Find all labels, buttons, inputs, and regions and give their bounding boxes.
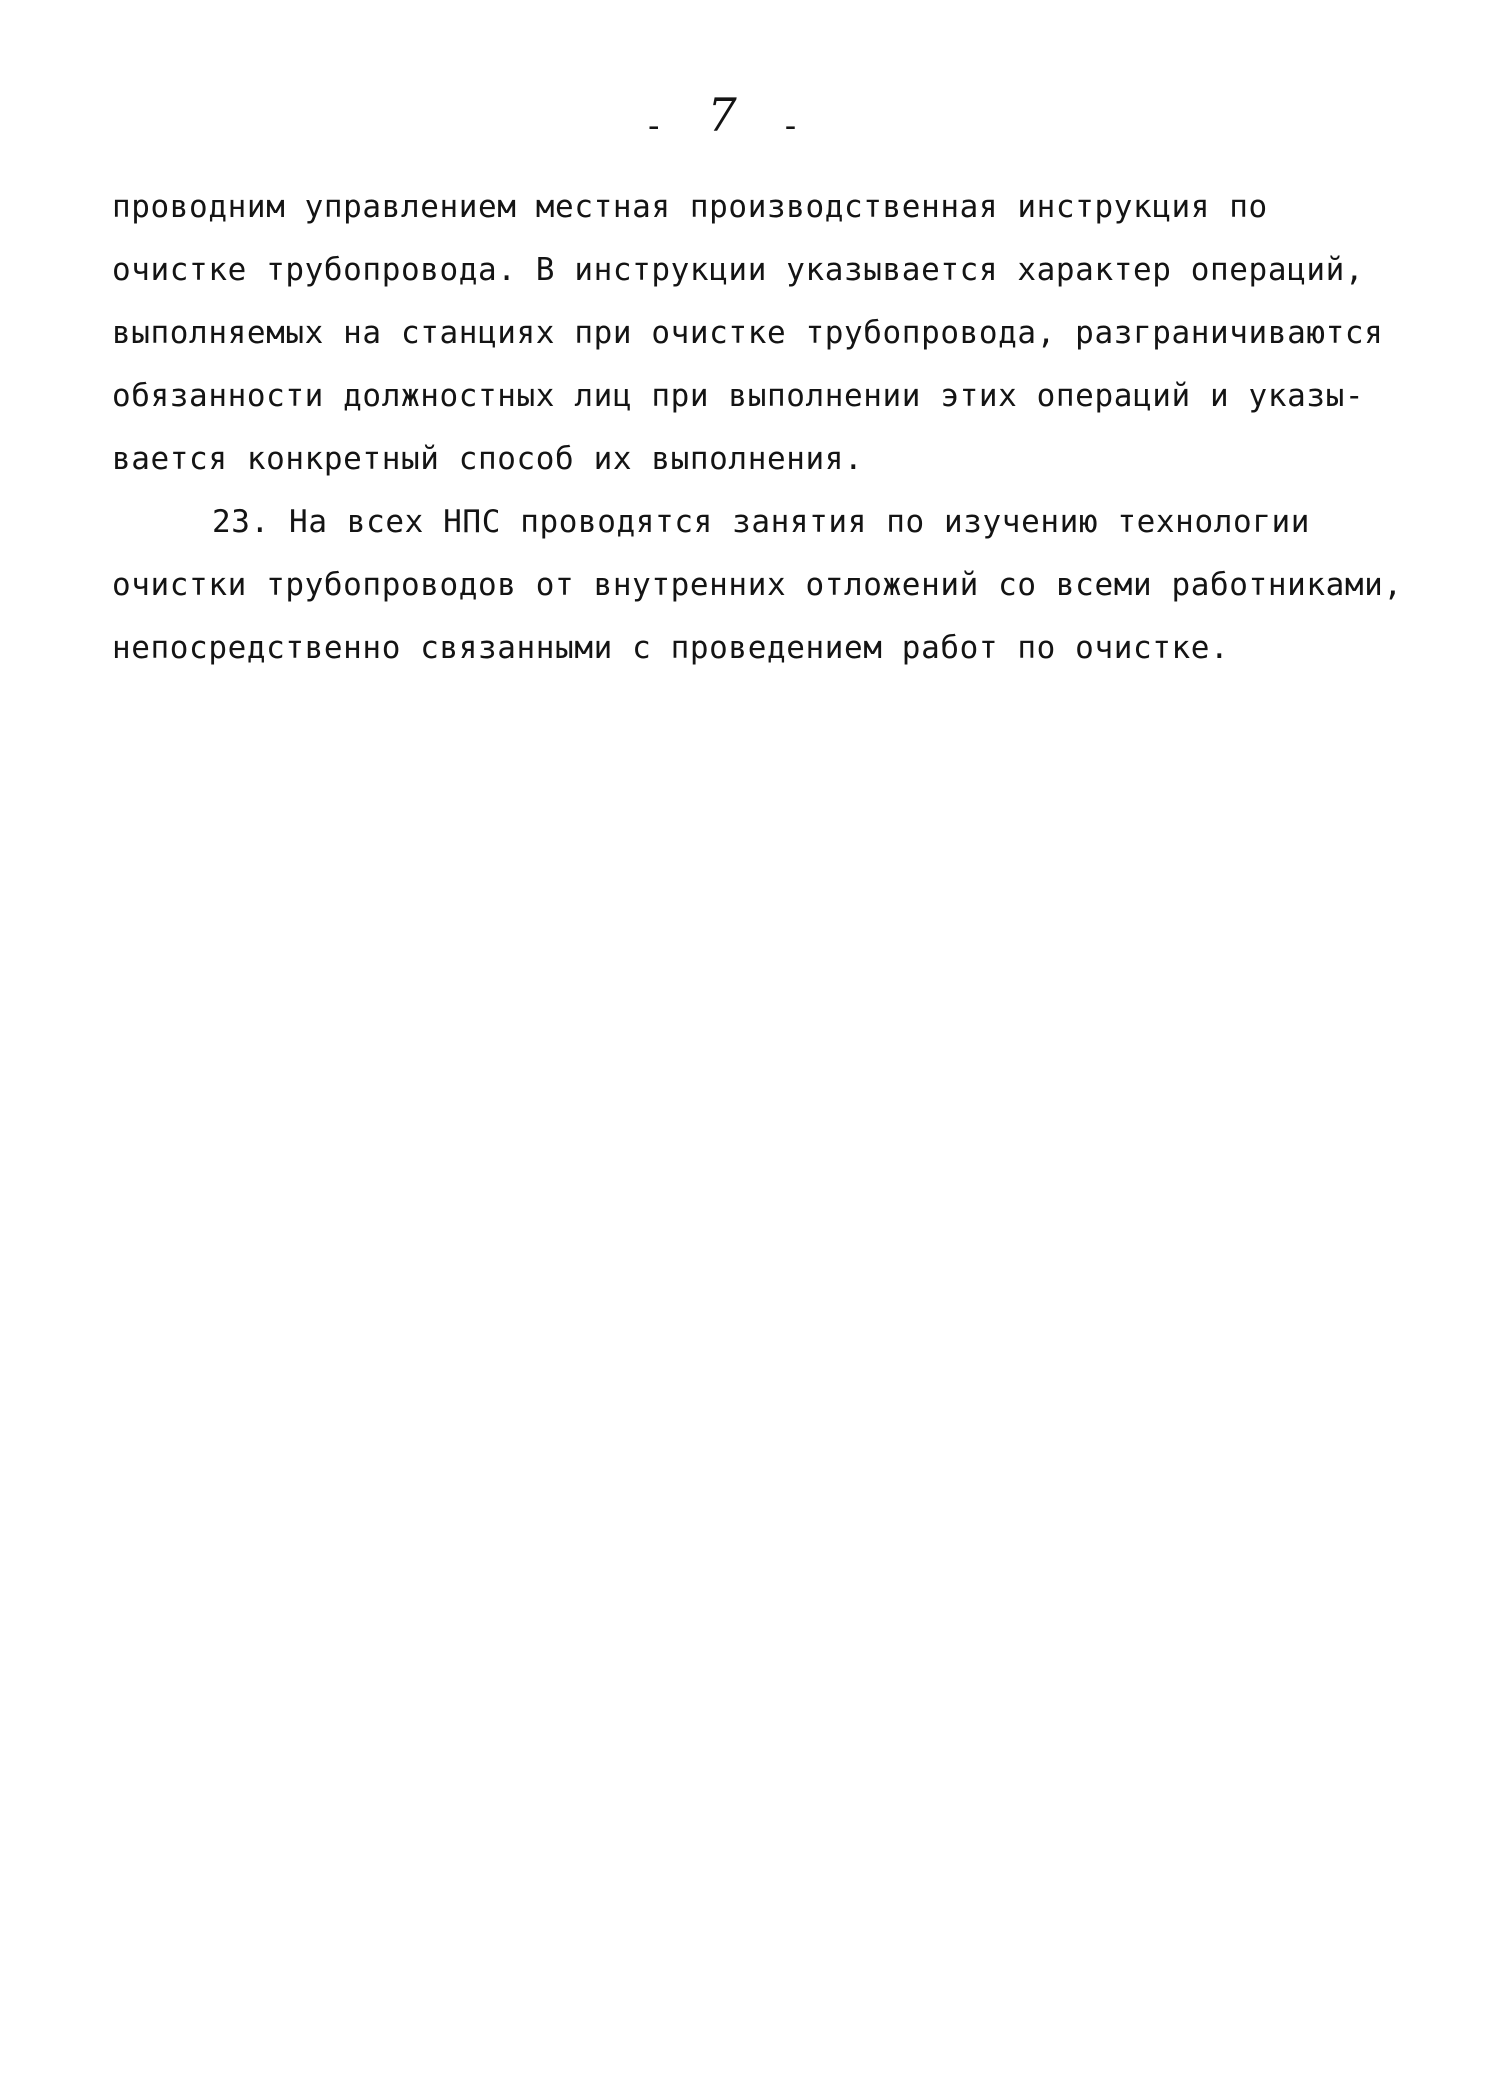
paragraph-2-line-3: непосредственно связанными с проведением работ по очистке. [112, 630, 1230, 666]
paragraph-2-line-2: очистки трубопроводов от внутренних отложений со всеми работниками, [112, 567, 1403, 603]
page-number-dash-right: - [784, 106, 797, 146]
page-number-value: 7 [707, 88, 737, 142]
body-text [112, 176, 1412, 680]
paragraph-1-line-2: очистке трубопровода. В инструкции указывается характер операций, [112, 252, 1365, 288]
page-number-dash-left: - [648, 106, 660, 146]
paragraph-1-line-1: проводним управлением местная производственная инструкция по [112, 189, 1268, 225]
paragraph-1-line-3: выполняемых на станциях при очистке трубопровода, разграничиваются [112, 315, 1384, 351]
paragraph-1-line-5: вается конкретный способ их выполнения. [112, 441, 864, 477]
paragraph-1-line-4: обязанности должностных лиц при выполнении этих операций и указы- [112, 378, 1365, 414]
paragraph-2-line-1: 23. На всех НПС проводятся занятия по изучению технологии [212, 504, 1311, 540]
page-number [600, 88, 830, 146]
